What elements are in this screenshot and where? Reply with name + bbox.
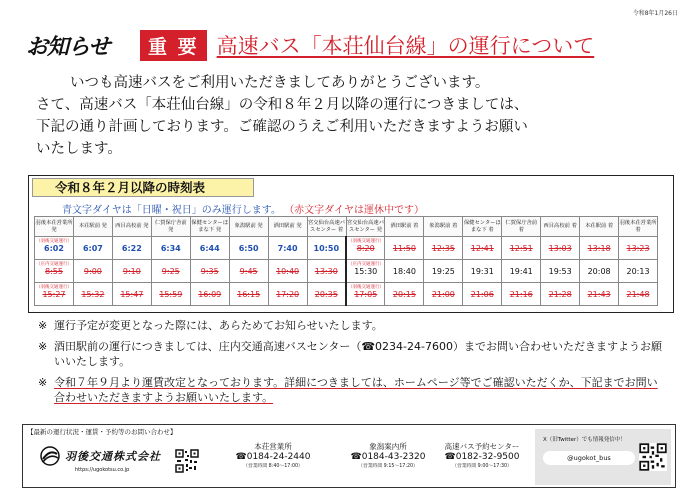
timetable-header-cell: 本荘駅前 着 [580, 217, 619, 237]
timetable-cell [385, 260, 424, 283]
timetable-cell [346, 260, 385, 283]
intro-line: 下記の通り計画しております。ご確認のうえご利用いただきますようお願い [36, 119, 528, 135]
departure-time: 10:50 [313, 243, 340, 253]
note-mark: ※ [38, 340, 48, 353]
timetable-cell [229, 237, 268, 260]
operator-tag: （羽後交通運行） [36, 285, 72, 290]
timetable-cell [463, 237, 502, 260]
timetable-header-cell: 象潟駅前 着 [424, 217, 463, 237]
departure-time: 6:34 [160, 243, 181, 253]
departure-time: 15:27 [42, 289, 66, 299]
intro-line: いたします。 [36, 141, 122, 157]
departure-time: 9:10 [122, 266, 141, 276]
office-hours: （営業時間 9:00〜17:30） [452, 464, 512, 469]
departure-time: 21:16 [509, 289, 533, 299]
timetable-cell [73, 260, 112, 283]
departure-time: 8:55 [44, 266, 63, 276]
timetable-cell [268, 237, 307, 260]
timetable-cell [463, 260, 502, 283]
timetable-note [62, 201, 424, 216]
timetable-cell [541, 283, 580, 306]
timetable-cell [268, 260, 307, 283]
timetable-header-cell: 保健センターほまな下 着 [463, 217, 502, 237]
office-hours: （営業時間 8:40〜17:00） [243, 464, 303, 469]
timetable-cell [580, 260, 619, 283]
timetable-header-cell: 保健センターほまな下 発 [190, 217, 229, 237]
departure-time: 21:28 [548, 289, 572, 299]
departure-time: 11:50 [392, 243, 416, 253]
timetable-cell [151, 283, 190, 306]
note-text: 酒田駅前の運行につきましては、庄内交通高速バスセンター（☎0234-24-7600）までお問い合わせいただきますようお願いいたします。 [54, 340, 662, 368]
timetable-header-cell: 宮交仙台高速バスセンター 着 [307, 217, 346, 237]
office-hours: （営業時間 9:15〜17:20） [358, 464, 418, 469]
departure-time: 21:43 [587, 289, 611, 299]
timetable [34, 216, 658, 306]
x-promo [535, 429, 671, 485]
departure-time: 6:07 [82, 243, 103, 253]
timetable-cell [35, 260, 74, 283]
timetable-cell [268, 283, 307, 306]
timetable-cell [346, 283, 385, 306]
note-mark: ※ [38, 319, 48, 332]
departure-time: 7:40 [277, 243, 298, 253]
footer [22, 424, 676, 488]
x-handle[interactable]: @ugokot_bus [543, 451, 635, 465]
departure-time: 13:18 [587, 243, 611, 253]
operator-tag: （羽後交通運行） [348, 239, 384, 244]
issue-date: 令和8年1月26日 [632, 10, 678, 17]
timetable-body [35, 237, 658, 306]
departure-time: 20:35 [314, 289, 338, 299]
timetable-cell [151, 237, 190, 260]
timetable-cell [580, 237, 619, 260]
timetable-header-cell: 酒田駅前 着 [385, 217, 424, 237]
office-name: 本荘営業所 [254, 442, 292, 451]
operator-tag: （羽後交通運行） [36, 239, 72, 244]
departure-time: 6:44 [199, 243, 220, 253]
departure-time: 20:15 [392, 289, 416, 299]
departure-time: 16:15 [237, 289, 261, 299]
company-url[interactable]: https://ugokotsu.co.jp [75, 467, 130, 473]
timetable-header-row [35, 217, 658, 237]
note-item [38, 339, 668, 369]
departure-time: 12:41 [470, 243, 494, 253]
note-mark: ※ [38, 376, 48, 389]
departure-time: 18:40 [392, 266, 416, 276]
office-name: 象潟案内所 [369, 442, 407, 451]
timetable-cell [112, 260, 151, 283]
timetable-header-cell: 象潟駅前 発 [229, 217, 268, 237]
timetable-cell [385, 283, 424, 306]
important-badge: 重 要 [140, 30, 207, 61]
departure-time: 20:08 [587, 266, 611, 276]
timetable-cell [307, 237, 346, 260]
operator-tag: （羽後交通運行） [348, 285, 384, 290]
office-phone[interactable]: ☎0182-32-9500 [444, 452, 520, 462]
departure-time: 12:51 [509, 243, 533, 253]
note-red: （赤文字ダイヤは運休中です） [284, 205, 424, 216]
timetable-header-cell: 仁賀保庁舎前 発 [151, 217, 190, 237]
timetable-header-cell: 本荘駅前 発 [73, 217, 112, 237]
departure-time: 9:00 [83, 266, 102, 276]
departure-time: 10:40 [276, 266, 300, 276]
departure-time: 15:32 [81, 289, 105, 299]
intro-line: いつも高速バスをご利用いただきましてありがとうございます。 [70, 75, 490, 91]
departure-time: 15:47 [120, 289, 144, 299]
timetable-header-cell: 西目高校前 発 [112, 217, 151, 237]
departure-time: 19:53 [548, 266, 572, 276]
timetable-cell [190, 260, 229, 283]
timetable-cell [229, 260, 268, 283]
note-item [38, 318, 668, 333]
departure-time: 19:31 [470, 266, 494, 276]
timetable-cell [502, 260, 541, 283]
timetable-header-cell: 宮交仙台高速バスセンター 発 [346, 217, 385, 237]
timetable-cell [346, 237, 385, 260]
departure-time: 9:45 [239, 266, 258, 276]
departure-time: 21:06 [470, 289, 494, 299]
company-name: 羽後交通株式会社 [65, 450, 161, 463]
timetable-cell [73, 237, 112, 260]
notice-logo: お知らせ [26, 34, 110, 60]
timetable-cell [541, 237, 580, 260]
footer-label: 【最新の運行状況・運賃・予約等のお問い合わせ】 [27, 428, 177, 436]
timetable-cell [502, 283, 541, 306]
office-honjo [223, 441, 323, 469]
note-text: 令和７年９月より運賃改定となっております。詳細につきましては、ホームページ等でご確認いただくか、下記までお問い合わせいただきますようお願いいたします。 [54, 376, 658, 404]
timetable-header-cell: 羽後本荘営業所 着 [619, 217, 658, 237]
departure-time: 6:02 [44, 243, 64, 253]
office-kisakata [338, 441, 438, 469]
timetable-cell [112, 283, 151, 306]
x-qr-code-icon[interactable] [639, 443, 667, 471]
departure-time: 13:30 [314, 266, 338, 276]
departure-time: 13:23 [626, 243, 650, 253]
note-blue: 青文字ダイヤは「日曜・祝日」のみ運行します。 [62, 205, 281, 216]
timetable-cell [151, 260, 190, 283]
departure-time: 12:35 [431, 243, 455, 253]
departure-time: 17:20 [276, 289, 300, 299]
timetable-header-cell: 仁賀保庁舎前 着 [502, 217, 541, 237]
company-logo [39, 445, 161, 467]
departure-time: 8:20 [356, 243, 375, 253]
office-phone[interactable]: ☎0184-24-2440 [235, 452, 311, 462]
timetable-cell [580, 283, 619, 306]
timetable-header-cell: 西目高校前 着 [541, 217, 580, 237]
timetable-cell [112, 237, 151, 260]
departure-time: 16:09 [198, 289, 222, 299]
departure-time: 21:00 [431, 289, 455, 299]
timetable-cell [385, 237, 424, 260]
departure-time: 19:41 [509, 266, 533, 276]
x-promo-text: X（旧Twitter）でも情報発信中！ [543, 437, 626, 443]
departure-time: 15:59 [159, 289, 183, 299]
timetable-cell [35, 283, 74, 306]
timetable-cell [35, 237, 74, 260]
company-emblem-icon [39, 445, 61, 467]
timetable-heading: 令和８年２月以降の時刻表 [32, 178, 254, 197]
table-row [35, 260, 658, 283]
page-title: 高速バス「本荘仙台線」の運行について [216, 34, 595, 58]
departure-time: 6:50 [238, 243, 259, 253]
departure-time: 6:22 [121, 243, 142, 253]
intro-line: さて、高速バス「本荘仙台線」の令和８年２月以降の運行につきましては、 [36, 97, 529, 113]
office-reservation-center [427, 441, 537, 469]
timetable-cell [541, 260, 580, 283]
departure-time: 19:25 [431, 266, 455, 276]
departure-time: 9:25 [161, 266, 180, 276]
departure-time: 17:05 [354, 289, 378, 299]
departure-time: 20:13 [626, 266, 650, 276]
timetable-header-cell: 酒田駅前 発 [268, 217, 307, 237]
office-name: 高速バス予約センター [444, 442, 520, 451]
timetable-cell [229, 283, 268, 306]
timetable-cell [424, 260, 463, 283]
office-phone[interactable]: ☎0184-43-2320 [350, 452, 426, 462]
notes [38, 318, 668, 411]
timetable-cell [307, 283, 346, 306]
timetable-cell [502, 237, 541, 260]
timetable-cell [190, 283, 229, 306]
qr-code-icon[interactable] [175, 449, 199, 473]
intro-text [36, 72, 666, 160]
table-row [35, 237, 658, 260]
timetable-cell [619, 260, 658, 283]
departure-time: 15:30 [354, 266, 378, 276]
departure-time: 13:03 [548, 243, 572, 253]
table-row [35, 283, 658, 306]
timetable-cell [619, 283, 658, 306]
timetable-cell [73, 283, 112, 306]
header [26, 22, 674, 68]
note-text: 運行予定が変更となった際には、あらためてお知らせいたします。 [54, 319, 383, 332]
timetable-header-cell: 羽後本荘営業所 発 [35, 217, 74, 237]
departure-time: 9:35 [200, 266, 219, 276]
timetable-cell [463, 283, 502, 306]
timetable-cell [424, 283, 463, 306]
timetable-grid [34, 216, 658, 306]
departure-time: 21:48 [626, 289, 650, 299]
timetable-cell [619, 237, 658, 260]
operator-tag: （庄内交通運行） [36, 262, 72, 267]
timetable-cell [424, 237, 463, 260]
timetable-cell [190, 237, 229, 260]
note-item [38, 375, 668, 405]
timetable-cell [307, 260, 346, 283]
operator-tag: （庄内交通運行） [348, 262, 384, 267]
